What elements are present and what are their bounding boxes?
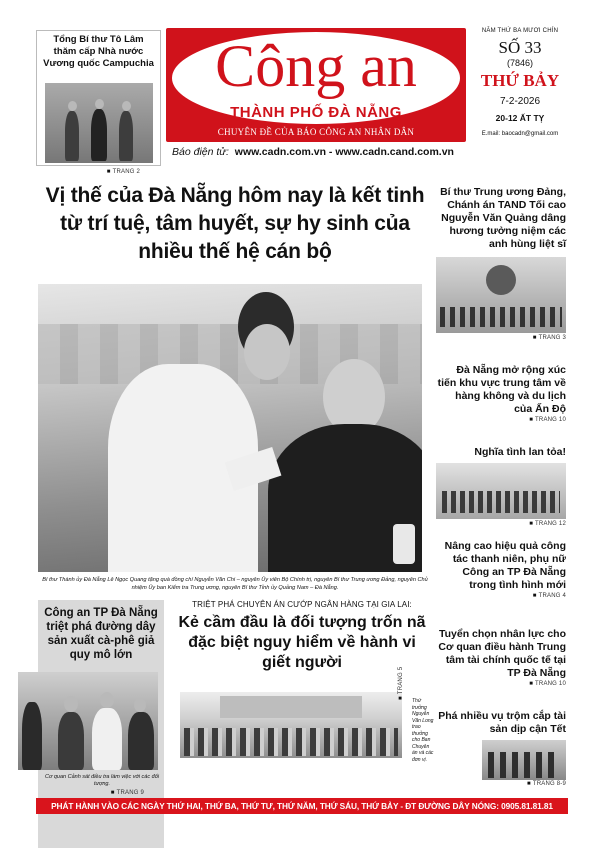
center-story-kicker: TRIỆT PHÁ CHUYÊN ÁN CƯỚP NGÂN HÀNG TẠI GIA LAI:: [192, 600, 412, 609]
sidebar-item-3-photo: [436, 463, 566, 519]
sidebar-item-6[interactable]: [436, 710, 566, 787]
footer-bar: [36, 798, 568, 814]
sidebar-item-3-page: ■ TRANG 12: [436, 521, 566, 527]
sidebar-item-2[interactable]: [436, 364, 566, 423]
left-story[interactable]: [38, 600, 164, 800]
edition-label: Báo điện tử:: [172, 146, 229, 158]
left-story-caption: Cơ quan Cảnh sát điều tra làm việc với các đối tượng.: [45, 774, 159, 787]
center-story-headline: Kẻ cầm đầu là đối tượng trốn nã đặc biệt nguy hiểm về hành vi giết người: [178, 614, 426, 671]
sidebar-item-5-page: ■ TRANG 10: [436, 681, 566, 687]
sidebar-item-6-page: ■ TRANG 8-9: [436, 781, 566, 787]
sidebar-item-4-page: ■ TRANG 4: [436, 593, 566, 599]
sidebar-item-1-page: ■ TRANG 3: [436, 335, 566, 341]
teaser-top-box[interactable]: [36, 30, 161, 175]
lead-headline[interactable]: Vị thế của Đà Nẵng hôm nay là kết tinh từ trí tuệ, tâm huyết, sự hy sinh của nhiều thế hệ cán bộ: [45, 184, 425, 263]
teaser-top-page: ■ TRANG 2: [107, 169, 140, 175]
sidebar-item-3-title: Nghĩa tình lan tỏa!: [474, 446, 566, 458]
sidebar-item-2-page: ■ TRANG 10: [436, 417, 566, 423]
footer-grey: [38, 814, 164, 848]
sidebar-item-6-title: Phá nhiều vụ trộm cắp tài sản dịp cận Tết: [438, 710, 566, 735]
left-story-title: Công an TP Đà Nẵng triệt phá đường dây sản xuất cà-phê giả quy mô lớn: [44, 607, 158, 661]
sidebar-item-2-title: Đà Nẵng mở rộng xúc tiến khu vực trung tâm về hàng không và du lịch của Ấn Độ: [437, 364, 566, 415]
center-story-side-caption: Thứ trưởng Nguyễn Văn Long trao thưởng cho Ban Chuyên án và các đơn vị.: [412, 698, 434, 763]
issue-email[interactable]: E.mail: baocadn@gmail.com: [481, 131, 559, 137]
sidebar-item-3[interactable]: [436, 446, 566, 527]
masthead: [166, 28, 466, 142]
sidebar-item-4-title: Nâng cao hiệu quả công tác thanh niên, phụ nữ Công an TP Đà Nẵng trong tình hình mới: [444, 540, 566, 591]
lead-photo: [38, 284, 422, 572]
issue-date: 7-2-2026: [499, 96, 541, 107]
sidebar-item-5[interactable]: [436, 628, 566, 687]
sidebar-item-4[interactable]: [436, 540, 566, 599]
center-story-photo: [180, 692, 402, 758]
teaser-top-photo: [45, 83, 153, 163]
sidebar-item-1[interactable]: [436, 186, 566, 341]
masthead-title: Công an: [215, 33, 417, 99]
lead-caption: Bí thư Thành ủy Đà Nẵng Lê Ngọc Quang tặng quà đồng chí Nguyễn Văn Chi – nguyên Ủy viên Bộ Chính trị, nguyên Bí thư Trung ương Đảng, nguyên Chủ nhiệm Ủy ban Kiểm tra Trung ương, nguyên Bí thư Tỉnh ủy Quảng Nam – Đà Nẵng.: [42, 577, 428, 591]
issue-price: 20-12 ẤT TỴ: [495, 113, 545, 123]
issue-number: SỐ 33: [498, 38, 542, 57]
teaser-top-title: Tổng Bí thư Tô Lâm thăm cấp Nhà nước Vương quốc Campuchia: [43, 34, 154, 69]
left-story-photo: [18, 672, 158, 770]
issue-year: NĂM THỨ BA MƯƠI CHÍN: [481, 28, 559, 34]
footer-text: PHÁT HÀNH VÀO CÁC NGÀY THỨ HAI, THỨ BA, THỨ TƯ, THỨ NĂM, THỨ SÁU, THỨ BẢY - ĐT ĐƯỜNG DÂY NÓNG: 0905.81.81.81: [51, 801, 553, 811]
sidebar-item-5-title: Tuyển chọn nhân lực cho Cơ quan điều hành Trung tâm tài chính quốc tế tại TP Đà Nẵng: [438, 628, 566, 679]
sidebar-item-1-photo: [436, 257, 566, 333]
issue-serial: (7846): [506, 58, 533, 68]
sidebar-item-1-title: Bí thư Trung ương Đảng, Chánh án TAND Tối cao Nguyễn Văn Quảng dâng hương tưởng niệm các anh hùng liệt sĩ: [440, 186, 566, 250]
website-line[interactable]: [172, 146, 464, 158]
issue-weekday: THỨ BẢY: [480, 71, 560, 90]
masthead-subtitle: THÀNH PHỐ ĐÀ NẴNG: [230, 104, 402, 121]
issue-info: [470, 28, 570, 137]
websites-link[interactable]: www.cadn.com.vn - www.cadn.cand.com.vn: [234, 146, 454, 158]
sidebar-item-6-photo: [482, 740, 566, 780]
center-story-page: ■ TRANG 5: [398, 667, 404, 700]
masthead-tagline: CHUYÊN ĐỀ CỦA BÁO CÔNG AN NHÂN DÂN: [217, 127, 415, 137]
left-story-page: ■ TRANG 9: [111, 790, 144, 796]
